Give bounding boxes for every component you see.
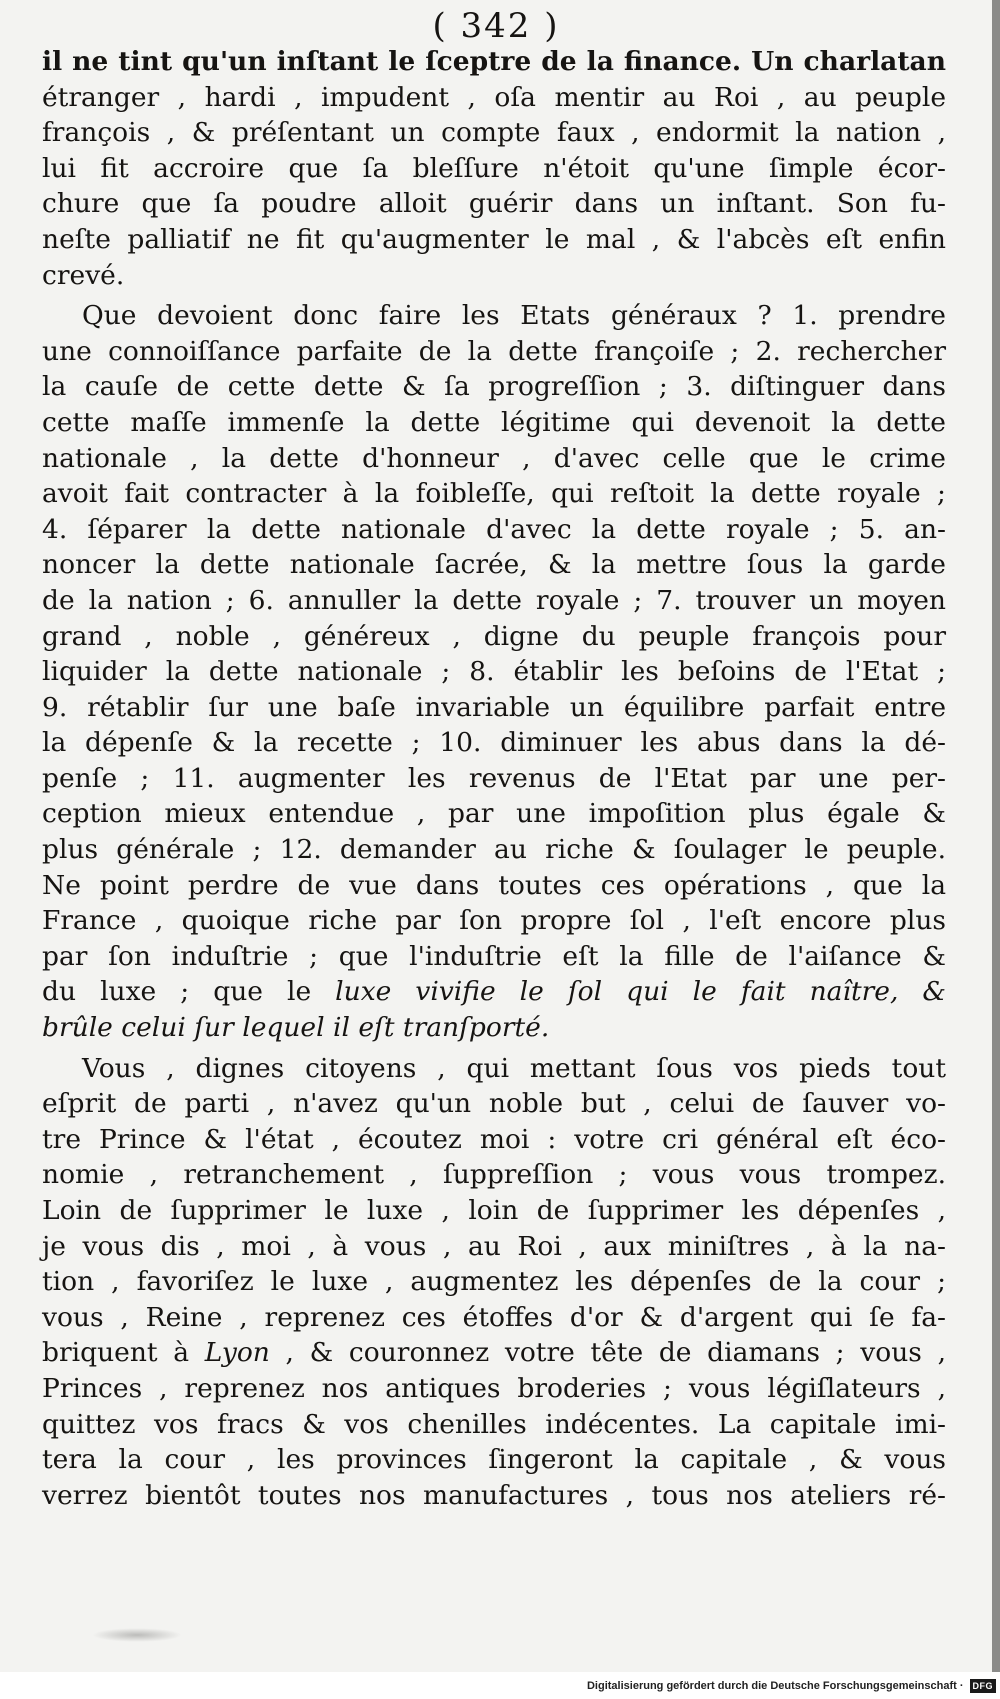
text-line: Princes , reprenez nos antiques broderies ; vous légiſlateurs , [42,1372,946,1404]
text-line: crevé. [42,259,125,291]
text-line: je vous dis , moi , à vous , au Roi , aux miniſtres , à la na- [42,1230,946,1262]
text-span: du luxe ; que le [42,976,336,1008]
text-span: , & couronnez votre tête de diamans ; vous , [269,1337,946,1369]
text-line: neſte palliatif ne fit qu'augmenter le mal , & l'abcès eſt enfin [42,223,946,255]
ink-smudge [92,1628,182,1642]
paragraph-3 [42,1051,946,1514]
text-line: 4. ſéparer la dette nationale d'avec la dette royale ; 5. an- [42,513,946,545]
text-line: France , quoique riche par ſon propre ſol , l'eſt encore plus [42,905,946,937]
italic-quote: luxe vivifie le ſol qui le fait naître, & [335,976,946,1008]
text-line: eſprit de parti , n'avez qu'un noble but , celui de ſauver vo- [42,1088,946,1120]
text-line [42,974,946,1010]
dfg-logo-icon: DFG [970,1679,997,1693]
text-line: penſe ; 11. augmenter les revenus de l'Etat par une per- [42,762,946,794]
text-line: de la nation ; 6. annuller la dette royale ; 7. trouver un moyen [42,584,946,616]
text-line: par ſon induſtrie ; que l'induſtrie eſt la fille de l'aiſance & [42,940,946,972]
text-line: avoit fait contracter à la foibleſſe, qui reſtoit la dette royale ; [42,478,946,510]
text-line: liquider la dette nationale ; 8. établir les beſoins de l'Etat ; [42,656,946,688]
text-line: il ne tint qu'un inſtant le ſceptre de la finance. Un charlatan [42,46,946,77]
text-line: cette maſſe immenſe la dette légitime qui devenoit la dette [42,406,946,438]
text-line: Ne point perdre de vue dans toutes ces opérations , que la [42,869,946,901]
scan-edge [992,0,1000,1672]
footer-bar [0,1672,1000,1699]
text-line: Que devoient donc faire les Etats généraux ? 1. prendre [82,300,946,332]
text-line [42,1010,946,1046]
text-line: noncer la dette nationale ſacrée, & la mettre ſous la garde [42,549,946,581]
paragraph-1 [42,44,946,293]
text-line: tera la cour , les provinces ſingeront la capitale , & vous [42,1444,946,1476]
text-line: ception mieux entendue , par une impoſition plus égale & [42,798,946,830]
text-line: quittez vos fracs & vos chenilles indécentes. La capitale imi- [42,1408,946,1440]
paragraph-2 [42,298,946,1045]
text-line: vous , Reine , reprenez ces étoffes d'or & d'argent qui ſe fa- [42,1301,946,1333]
footer-credit: Digitalisierung gefördert durch die Deutsche Forschungsgemeinschaft · [586,1679,964,1692]
text-line: Vous , dignes citoyens , qui mettant ſous vos pieds tout [82,1052,946,1084]
text-line: lui fit accroire que ſa bleſſure n'étoit qu'une ſimple écor- [42,152,946,184]
text-line [42,1335,946,1371]
text-line: 9. rétablir ſur une baſe invariable un équilibre parfait entre [42,691,946,723]
text-line: nationale , la dette d'honneur , d'avec celle que le crime [42,442,946,474]
text-line: une connoiſſance parfaite de la dette françoiſe ; 2. rechercher [42,335,946,367]
text-line: Loin de ſupprimer le luxe , loin de ſupprimer les dépenſes , [42,1195,946,1226]
text-line: grand , noble , généreux , digne du peuple françois pour [42,620,946,652]
text-line: étranger , hardi , impudent , oſa mentir au Roi , au peuple [42,81,946,113]
text-line: plus générale ; 12. demander au riche & ſoulager le peuple. [42,834,946,866]
italic-quote: brûle celui ſur lequel il eſt tranſporté. [42,1012,550,1044]
text-line: françois , & préſentant un compte faux , endormit la nation , [42,117,946,149]
text-line: tre Prince & l'état , écoutez moi : votre cri général eſt éco- [42,1123,946,1155]
text-line: nomie , retranchement , ſuppreſſion ; vous vous trompez. [42,1159,946,1191]
text-block [42,44,946,1513]
text-line: la dépenſe & la recette ; 10. diminuer les abus dans la dé- [42,727,946,759]
text-span: briquent à [42,1337,205,1369]
text-line: la cauſe de cette dette & ſa progreſſion ; 3. diſtinguer dans [42,371,946,403]
italic-place-name: Lyon [204,1337,270,1369]
text-line: verrez bientôt toutes nos manufactures , tous nos ateliers ré- [42,1479,946,1511]
text-line: tion , favoriſez le luxe , augmentez les dépenſes de la cour ; [42,1266,946,1298]
page-number: ( 342 ) [432,6,560,46]
text-line: chure que ſa poudre alloit guérir dans un inſtant. Son fu- [42,188,946,220]
